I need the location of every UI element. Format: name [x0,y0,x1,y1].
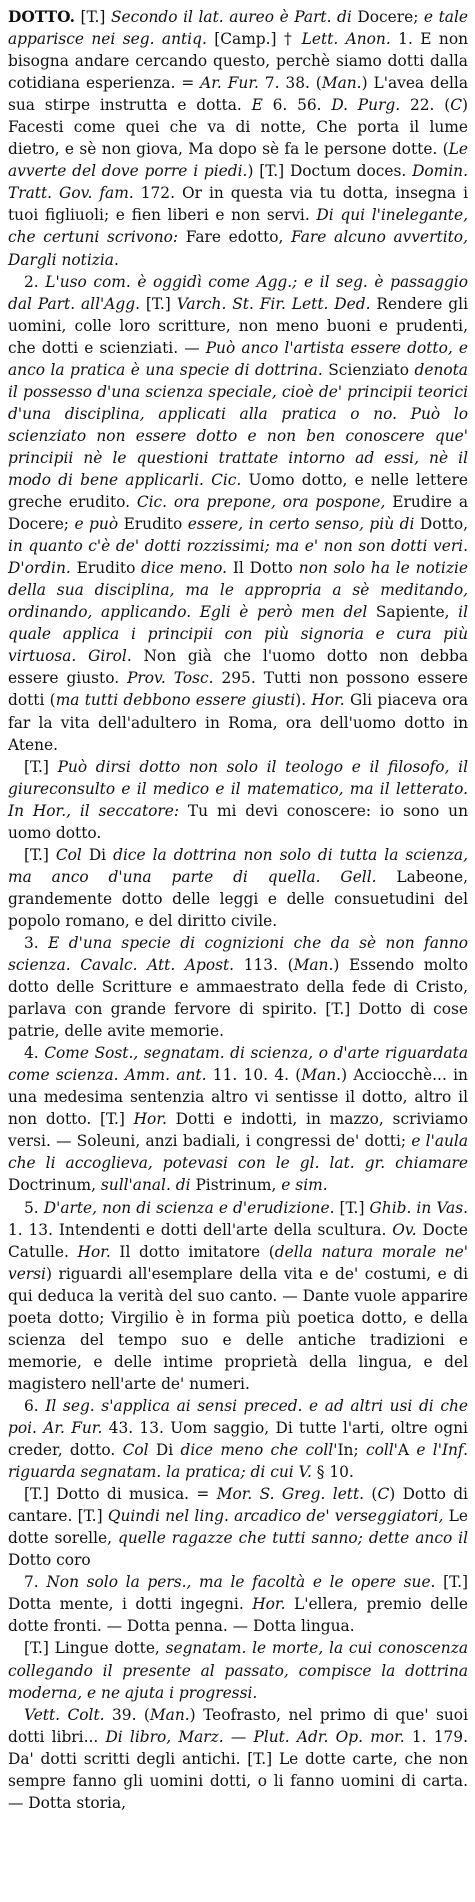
text-segment: Fare edotto, [178,228,292,247]
text-segment: 1. 13. Intendenti e dotti dell'arte della scultura. [8,1220,393,1239]
italic-text: Fare alcuno avvertito, [291,228,468,247]
text-segment: 4. [24,1044,45,1063]
text-segment: Docere; [351,8,424,26]
italic-text: il quale applica i principii con più signoria e cura più virtuosa. [8,603,468,666]
italic-text: e l'Inf. riguarda segnatam. la pratica; di cui V. [8,1441,468,1482]
entry-sense-paragraph [8,1637,468,1703]
italic-text: Man. [301,1066,342,1085]
italic-text: C [450,96,462,115]
text-segment: Labeone, grandemente dotto delle leggi e delle consuetudini del popolo romano, e del diritto civile. [8,867,468,930]
text-segment: 295. Tutti non possono essere dotti ( [8,669,468,710]
italic-text: Di qui l'inelegante, che certuni scrivono: [8,206,468,247]
text-segment: 7. [24,1573,47,1592]
italic-text: dice meno. [141,559,227,578]
entry-sense-paragraph [8,271,468,756]
text-segment: [T.] [24,757,58,776]
italic-text: essere, in certo senso, più di [187,515,415,534]
italic-text: Col [122,1441,149,1460]
text-segment: In; [337,1441,366,1460]
text-segment: Erudire a Docere; [8,493,468,534]
text-segment: ) [T.] Doctum doces. [247,162,413,181]
text-segment: 43. 13. Uom saggio, Di tutte l'arti, oltre ogni creder, dotto. [8,1419,468,1460]
entry-definition-paragraph [8,6,468,271]
italic-text: Plut. Adr. Op. mor. [253,1727,405,1746]
italic-text: Cic. [211,470,242,489]
text-segment: [T.] [24,845,56,864]
italic-text: Secondo il lat. aureo è Part. di [110,8,352,26]
text-segment: A [397,1441,417,1460]
italic-text: sull'anal. di [100,1176,191,1195]
text-segment: 6. [24,1396,46,1415]
italic-text: Hor. [133,1110,167,1129]
italic-text: Gell. [340,867,377,886]
italic-text: D'arte, non di scienza e d'erudizione. [43,1198,335,1217]
italic-text: Ar. Fur. [200,74,259,93]
text-segment: Gli piaceva ora far la vita dell'adultero in Roma, ora dell'uomo dotto in Atene. [8,691,469,754]
entry-sense-paragraph [8,1395,468,1483]
text-segment: 22. ( [400,96,451,115]
italic-text: coll' [365,1441,398,1460]
italic-text: Non solo la pers., ma le facoltà e le opere sue. [46,1573,436,1592]
text-segment: ). [295,691,312,710]
text-segment: Le dotte sorelle, [8,1507,468,1548]
italic-text: Man. [321,74,362,93]
text-segment: [T.] Lingue dotte, [24,1639,166,1658]
italic-text: Lett. Anon. [301,30,391,49]
italic-text: Come Sost., segnatam. di scienza, o d'arte riguardata come scienza. [8,1044,469,1085]
text-segment: 2. [24,272,46,291]
italic-text: dice meno che coll' [180,1441,338,1460]
text-segment [321,868,341,886]
italic-text: Mor. S. Greg. lett. [216,1485,365,1504]
text-segment: [T.] [74,8,111,26]
italic-text: Man. [293,956,334,975]
italic-text: D. Purg. [331,96,401,115]
text-segment: ) Dotto di cantare. [T.] [8,1485,468,1526]
text-segment: — [223,1727,254,1746]
italic-text: denota il possesso d'una scienza speciale, cioè de' principii teorici d'una disciplina, applicati alla pratica o no. Può lo scienziato non essere dotto e non ben conoscere que' principii nè le questioni trattate intorno ad essi, nè il modo di bene applicarli. [8,360,468,489]
italic-text: Amm. ant. [124,1066,207,1085]
italic-text: C [377,1485,390,1504]
italic-text: Può anco l'artista essere dotto, e anco la pratica è una specie di dottrina. [8,338,468,379]
text-segment: Uomo dotto, e nelle lettere greche erudito. [8,470,468,512]
text-segment: ( [364,1485,378,1504]
entry-sense-paragraph [8,1042,468,1196]
italic-text: E [251,96,263,115]
text-segment: 113. ( [234,956,294,975]
italic-text: Varch. St. Fir. Lett. Ded. [176,294,371,313]
headword: DOTTO. [8,8,75,26]
italic-text: e l'aula che li accoglieva, potevasi con le gl. lat. gr. chiamare [8,1132,469,1173]
text-segment: . [113,250,119,269]
text-segment: [T.] Dotto di musica. = [24,1485,217,1504]
text-segment: Non già che l'uomo dotto non debba essere giusto. [8,647,468,688]
text-segment: Il dotto imitatore ( [110,1242,275,1261]
italic-text: della natura morale ne' versi [8,1242,468,1283]
italic-text: Girol. [88,647,132,666]
italic-text: Domin. Tratt. Gov. fam. [8,162,468,203]
text-segment: Erudito [118,515,188,534]
text-segment: L'ellera, premio delle dotte fronti. — Dotta penna. — Dotta lingua. [8,1595,468,1636]
italic-text: Col [55,845,82,864]
text-segment: 1. E non bisogna andare cercando questo, perchè siamo dotti dalla cotidiana esperienza. = [8,30,468,93]
text-segment: 1. 179. Da' dotti scritti degli antichi. [T.] Le dotte carte, che non sempre fanno gli uomini dotti, o li fanno uomini di carta. — Dotta storia, [8,1727,468,1812]
text-segment: 3. [24,933,49,952]
text-segment: 172. Or in questa via tu dotta, insegna i tuoi figliuoli; e fien liberi e non servi. [8,184,469,225]
text-segment: Pistrinum, [190,1176,282,1195]
italic-text: Cavalc. Att. Apost. [80,956,235,975]
text-segment: ) L'avea della sua stirpe instrutta e dotta. [8,74,469,115]
italic-text: quelle ragazze che tutti sanno; dette anco il [117,1529,469,1548]
text-segment: Di [148,1441,181,1460]
text-segment: Erudito [70,559,142,578]
entry-sense-paragraph [8,844,468,932]
text-segment [71,956,81,974]
text-segment: Dotto coro [8,1551,91,1570]
text-segment: [T.] Dotta mente, i dotti ingegni. [8,1573,469,1614]
entry-sense-paragraph [8,932,468,1042]
italic-text: Ar. Fur. [43,1419,103,1437]
italic-text: Cic. ora prepone, ora pospone, [136,493,386,512]
italic-text: non solo ha le notizie della sua disciplina, ma le appropria a sè meditando, ordinando, applicando. Egli è però men del [8,559,468,622]
text-segment: Docte Catulle. [8,1220,468,1261]
italic-text: Ov. [392,1220,417,1239]
entry-sense-paragraph [8,1483,468,1571]
italic-text: Di libro, Marz. [105,1727,224,1746]
italic-text: D'ordin. [8,559,71,578]
text-segment: Il Dotto [227,559,299,578]
text-segment: Dotti e indotti, in mazzo, scriviamo versi. — Soleuni, anzi badiali, i congressi de' dotti; [8,1110,468,1151]
italic-text: e tale apparisce nei seg. antiq. [8,8,468,49]
italic-text: dice la dottrina non solo di tutta la scienza, ma anco d'una parte di quella. [8,845,468,886]
text-segment [204,471,211,489]
entry-sense-paragraph [8,756,468,844]
italic-text: e sim. [281,1176,328,1195]
entry-sense-paragraph [8,1571,468,1637]
italic-text: Hor. [77,1242,111,1261]
italic-text: Hor. [252,1595,286,1614]
text-segment: ) Essendo molto dotto delle Scritture e ammaestrato della fede di Cristo, parlava con grande fervore di spirito. [T.] Dotto di cose patrie, delle avite memorie. [8,956,468,1041]
italic-text: e può [74,515,119,534]
italic-text: Hor. [311,691,345,710]
text-segment: ) Acciocchè... in una medesima sentenzia altro vi sentisse il dotto, altro il non dotto. [T.] [8,1066,468,1129]
text-segment: ) Facesti come quei che va di notte, Che porta il lume dietro, e sè non giova, Ma dopo sè fa le persone dotte. ( [8,96,469,159]
text-segment: [T.] [334,1198,370,1217]
italic-text: in quanto c'è de' dotti rozzissimi; ma e' non son dotti veri. [8,537,468,556]
text-segment: Sapiente, [367,603,459,622]
text-segment: ) riguardi all'esemplare della vita e de' costumi, e di qui deduca la verità del suo canto. — Dante vuole apparire poeta dotto; Virgilio è in forma più poetica dotto, e della scienza del tempo suo e delle antiche tradizioni e memorie, e delle intime proprietà della lingua, e del magistero nell'arte de' numeri. [8,1264,468,1393]
text-segment: Rendere gli uomini, colle loro scritture, non meno buoni e prudenti, che dotti e scienziati. — [8,294,468,357]
italic-text: Le avverte del dove porre i piedi. [8,140,468,181]
italic-text: segnatam. le morte, la cui conoscenza collegando il presente al passato, compisce la dottrina moderna, e ne ajuta i progressi. [8,1639,468,1702]
italic-text: ma tutti debbono essere giusti [55,691,296,710]
italic-text: Man. [149,1705,190,1724]
text-segment: Scienziato [322,360,415,379]
text-segment [76,647,88,665]
italic-text: Può dirsi dotto non solo il teologo e il filosofo, il giureconsulto e il medico e il matematico, ma il letterato. In Hor., il seccatore: [8,757,468,820]
text-segment: [T.] [139,294,177,313]
italic-text: Vett. Colt. [24,1705,105,1724]
italic-text: Ghib. in Vas. [369,1198,468,1217]
text-segment: 5. [24,1198,44,1217]
entry-sense-paragraph [8,1197,468,1395]
italic-text: Quindi nel ling. arcadico de' verseggiatori, [107,1507,444,1526]
text-segment: [Camp.] † [206,30,302,49]
text-segment: 7. 38. ( [258,74,322,93]
italic-text: L'uso com. è oggidì come Agg.; e il seg. è passaggio dal Part. all'Agg. [8,272,468,313]
italic-text: Dargli notizia [8,250,114,269]
text-segment: 6. 56. [262,96,332,115]
italic-text: Il seg. s'applica ai sensi preced. e ad altri usi di che poi. [8,1396,468,1437]
italic-text: Prov. Tosc. [127,669,214,688]
text-segment: Dotto, [414,515,469,534]
text-segment: § 10. [311,1463,354,1482]
italic-text: E d'una specie di cognizioni che da sè non fanno scienza. [8,933,469,975]
text-segment: Tu mi devi conoscere: io sono un uomo dotto. [8,801,468,842]
text-segment: ) Teofrasto, nel primo di que' suoi dotti libri... [8,1705,468,1746]
entry-sense-paragraph [8,1704,468,1814]
text-segment: 11. 10. 4. ( [206,1066,302,1085]
text-segment: Di [81,845,114,864]
text-segment: 39. ( [104,1705,150,1724]
text-segment: Doctrinum, [8,1176,101,1195]
